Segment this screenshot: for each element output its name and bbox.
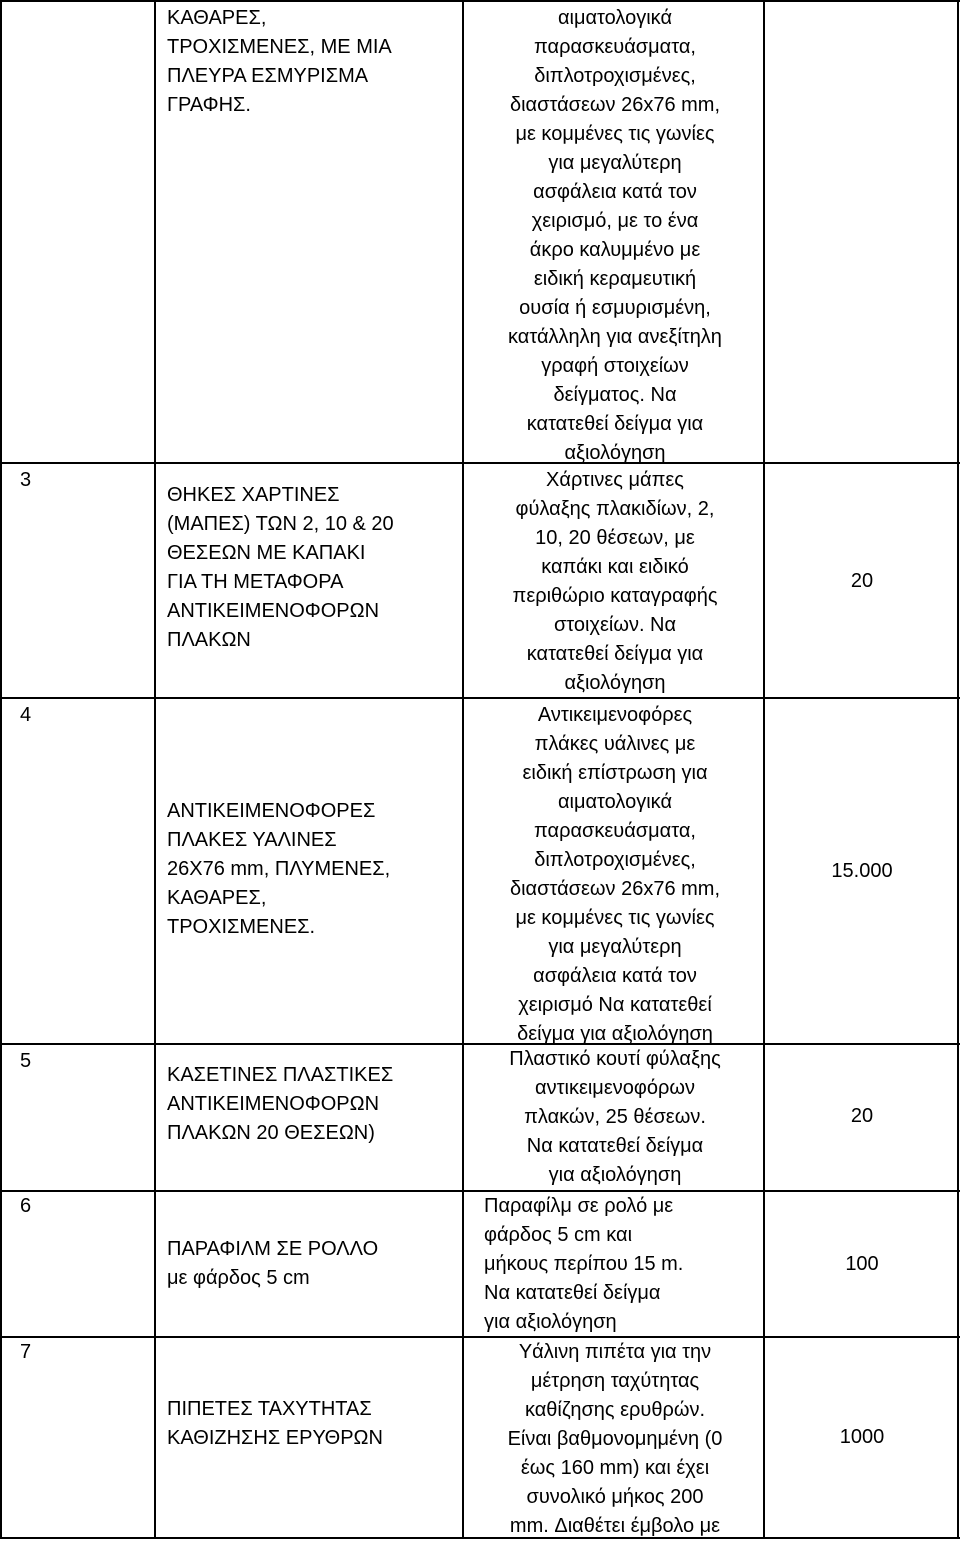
row-specification: Παραφίλμ σε ρολό με φάρδος 5 cm και μήκους περίπου 15 m. Να κατατεθεί δείγμα για αξιολόγηση [484, 1195, 684, 1333]
row-quantity: 20 [850, 1105, 874, 1127]
column-divider-1 [154, 0, 156, 1539]
row-number: 5 [20, 1050, 32, 1072]
table-border-top [0, 0, 960, 2]
row-number: 7 [20, 1341, 32, 1363]
row-divider-6 [0, 1190, 960, 1192]
row-specification: Χάρτινες μάπες φύλαξης πλακιδίων, 2, 10, 20 θέσεων, με καπάκι και ειδικό περιθώριο καταγραφής στοιχείων. Να κατατεθεί δείγμα για αξιολόγηση [512, 469, 718, 694]
table-border-right [957, 0, 959, 1539]
row-specification: Πλαστικό κουτί φύλαξης αντικειμενοφόρων πλακών, 25 θέσεων. Να κατατεθεί δείγμα για αξιολόγηση [509, 1048, 721, 1186]
row-description: ΘΗΚΕΣ ΧΑΡΤΙΝΕΣ (ΜΑΠΕΣ) ΤΩΝ 2, 10 & 20 ΘΕΣΕΩΝ ΜΕ ΚΑΠΑΚΙ ΓΙΑ ΤΗ ΜΕΤΑΦΟΡΑ ΑΝΤΙΚΕΙΜΕΝΟΦΟΡΩΝ ΠΛΑΚΩΝ [167, 484, 394, 651]
row-quantity: 1000 [839, 1426, 885, 1448]
row-quantity: 20 [850, 570, 874, 592]
row-number: 6 [20, 1195, 32, 1217]
row-number: 3 [20, 469, 32, 491]
table-border-left [0, 0, 2, 1539]
row-quantity: 15.000 [831, 860, 893, 882]
row-quantity: 100 [845, 1253, 879, 1275]
row-description: ΑΝΤΙΚΕΙΜΕΝΟΦΟΡΕΣ ΠΛΑΚΕΣ ΥΑΛΙΝΕΣ 26X76 mm, ΠΛΥΜΕΝΕΣ, ΚΑΘΑΡΕΣ, ΤΡΟΧΙΣΜΕΝΕΣ. [167, 800, 391, 938]
row-description: ΚΑΘΑΡΕΣ, ΤΡΟΧΙΣΜΕΝΕΣ, ΜΕ ΜΙΑ ΠΛΕΥΡΑ ΕΣΜΥΡΙΣΜΑ ΓΡΑΦΗΣ. [167, 7, 392, 116]
row-specification: Υάλινη πιπέτα για την μέτρηση ταχύτητας καθίζησης ερυθρών. Είναι βαθμονομημένη (0 έως 160 mm) και έχει συνολικό μήκος 200 mm. Διαθέτει έμβολο με [507, 1341, 723, 1537]
row-description: ΚΑΣΕΤΙΝΕΣ ΠΛΑΣΤΙΚΕΣ ΑΝΤΙΚΕΙΜΕΝΟΦΟΡΩΝ ΠΛΑΚΩΝ 20 ΘΕΣΕΩΝ) [167, 1064, 394, 1144]
row-specification: Αντικειμενοφόρες πλάκες υάλινες με ειδική επίστρωση για αιματολογικά παρασκευάσματα, διπλοτροχισμένες, διαστάσεων 26x76 mm, με κομμένες τις γωνίες για μεγαλύτερη ασφάλεια κατά τον χειρισμό Να κατατεθεί δείγμα για αξιολόγηση [509, 704, 721, 1045]
row-specification: αιματολογικά παρασκευάσματα, διπλοτροχισμένες, διαστάσεων 26x76 mm, με κομμένες τις γωνίες για μεγαλύτερη ασφάλεια κατά τον χειρισμό, με το ένα άκρο καλυμμένο με ειδική κεραμευτική ουσία ή εσμυρισμένη, κατάλληλη για ανεξίτηλη γραφή στοιχείων δείγματος. Να κατατεθεί δείγμα για αξιολόγηση [508, 7, 722, 464]
row-number: 4 [20, 704, 32, 726]
column-divider-2 [462, 0, 464, 1539]
row-description: ΠΙΠΕΤΕΣ ΤΑΧΥΤΗΤΑΣ ΚΑΘΙΖΗΣΗΣ ΕΡΥΘΡΩΝ [167, 1398, 383, 1449]
row-description: ΠΑΡΑΦΙΛΜ ΣΕ ΡΟΛΛΟ με φάρδος 5 cm [167, 1238, 379, 1289]
